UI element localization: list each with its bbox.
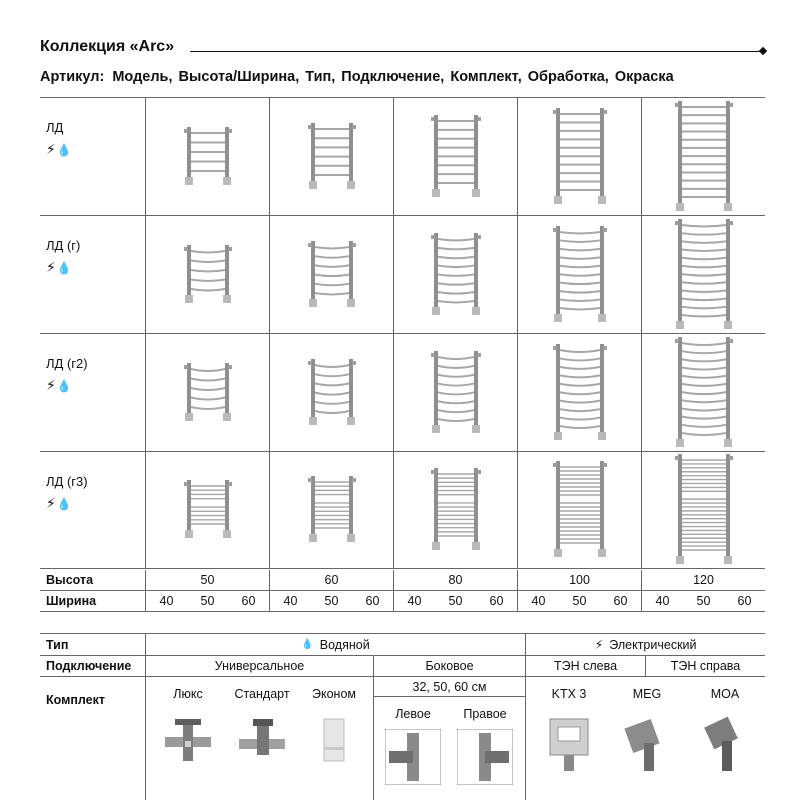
kit-standard-label: Стандарт: [234, 687, 290, 701]
height-label: Высота: [46, 573, 94, 587]
valve-standard-image: [239, 717, 285, 763]
radiator-image: [183, 243, 233, 307]
radiator-cell: [145, 98, 269, 215]
article-line: [40, 69, 762, 85]
radiator-image: [674, 335, 734, 451]
model-name: ЛД (г3): [46, 474, 88, 489]
width-group: [641, 591, 765, 611]
width-value: 40: [655, 594, 670, 608]
model-name: ЛД: [46, 120, 64, 135]
power-water-icon: ⚡💧: [46, 259, 73, 275]
power-water-icon: ⚡💧: [46, 377, 73, 393]
model-row: [40, 451, 765, 569]
model-row: [40, 97, 765, 215]
page-title: Коллекция «Arc»: [40, 38, 182, 56]
power-water-icon: ⚡💧: [46, 495, 73, 511]
radiator-cell: [641, 452, 765, 568]
radiator-image: [552, 459, 608, 561]
model-label-cell: [40, 216, 145, 333]
radiator-cell: [269, 98, 393, 215]
radiator-image: [674, 217, 734, 333]
height-value: 120: [641, 570, 765, 590]
model-name: ЛД (г2): [46, 356, 88, 371]
radiator-cell: [145, 334, 269, 451]
heater-ktx-image: [544, 713, 594, 773]
radiator-cell: [641, 98, 765, 215]
radiator-image: [183, 361, 233, 425]
height-value: 80: [393, 570, 517, 590]
height-row: [40, 570, 765, 591]
width-label: Ширина: [46, 594, 97, 608]
lightning-icon: ⚡: [594, 638, 604, 652]
radiator-cell: [517, 334, 641, 451]
radiator-image: [307, 474, 357, 546]
width-group: [269, 591, 393, 611]
side-left-image: [385, 729, 441, 785]
width-value: 60: [365, 594, 380, 608]
sizes-table: [40, 570, 765, 612]
kit-ktx: [534, 687, 604, 776]
kit-meg-label: MEG: [632, 687, 662, 701]
connection-ten-left: ТЭН слева: [525, 656, 645, 676]
article-label: Артикул:: [40, 69, 105, 85]
title-rule: [190, 51, 760, 52]
radiator-cell: [269, 216, 393, 333]
width-value: 50: [696, 594, 711, 608]
kit-electric-cell: [525, 677, 765, 800]
water-drop-icon: 💧: [301, 639, 314, 650]
radiator-image: [430, 231, 482, 319]
radiator-cell: [393, 334, 517, 451]
side-right-image: [457, 729, 513, 785]
radiator-cell: [517, 98, 641, 215]
radiator-cell: [269, 452, 393, 568]
width-value: 60: [737, 594, 752, 608]
width-value: 60: [613, 594, 628, 608]
type-label: Тип: [46, 637, 69, 652]
kit-lux: [152, 687, 224, 766]
kit-standard: [226, 687, 298, 766]
width-value: 50: [572, 594, 587, 608]
radiator-cell: [393, 98, 517, 215]
radiator-image: [430, 466, 482, 554]
width-value: 40: [159, 594, 174, 608]
width-group: [393, 591, 517, 611]
width-value: 50: [448, 594, 463, 608]
connection-universal: Универсальное: [145, 656, 373, 676]
kit-side-right: [452, 707, 518, 788]
kit-left-label: Левое: [395, 707, 431, 721]
radiator-image: [552, 224, 608, 326]
radiator-cell: [517, 452, 641, 568]
model-name: ЛД (г): [46, 238, 81, 253]
kit-econom-label: Эконом: [312, 687, 356, 701]
radiator-image: [307, 357, 357, 429]
width-value: 60: [241, 594, 256, 608]
kit-row: [40, 676, 765, 800]
heater-moa-image: [700, 713, 750, 773]
kit-right-label: Правое: [463, 707, 507, 721]
kit-meg: [612, 687, 682, 776]
radiator-cell: [393, 216, 517, 333]
kit-lux-label: Люкс: [173, 687, 203, 701]
type-water-cell: [145, 634, 525, 655]
kit-side-left: [380, 707, 446, 788]
height-value: 100: [517, 570, 641, 590]
kit-side-sizes: 32, 50, 60 см: [374, 677, 525, 697]
width-value: 40: [531, 594, 546, 608]
valve-econom-image: [314, 717, 354, 763]
radiator-cell: [145, 452, 269, 568]
height-value: 50: [145, 570, 269, 590]
title-row: [40, 38, 766, 60]
width-value: 40: [283, 594, 298, 608]
radiator-image: [430, 349, 482, 437]
radiator-image: [674, 99, 734, 215]
connection-side: Боковое: [373, 656, 525, 676]
radiator-cell: [145, 216, 269, 333]
radiator-image: [552, 106, 608, 208]
article-fields: Модель, Высота/Ширина, Тип, Подключение, Комплект, Обработка, Окраска: [112, 69, 674, 85]
title-rule-end: [759, 47, 767, 55]
connection-ten-right: ТЭН справа: [645, 656, 765, 676]
width-value: 40: [407, 594, 422, 608]
width-value: 50: [200, 594, 215, 608]
radiator-grid: [40, 97, 765, 569]
radiator-cell: [393, 452, 517, 568]
radiator-image: [674, 452, 734, 568]
options-table: [40, 633, 765, 800]
radiator-cell: [517, 216, 641, 333]
height-value: 60: [269, 570, 393, 590]
valve-lux-image: [165, 717, 211, 763]
type-electric: Электрический: [609, 637, 697, 652]
radiator-image: [307, 239, 357, 311]
width-value: 60: [489, 594, 504, 608]
connection-label: Подключение: [46, 659, 132, 673]
radiator-image: [183, 125, 233, 189]
connection-row: [40, 655, 765, 676]
type-row: [40, 633, 765, 655]
radiator-image: [552, 342, 608, 444]
width-value: 50: [324, 594, 339, 608]
kit-econom: [298, 687, 370, 766]
radiator-cell: [269, 334, 393, 451]
type-water: Водяной: [319, 637, 370, 652]
radiator-cell: [641, 216, 765, 333]
kit-moa-label: MOA: [710, 687, 740, 701]
kit-ktx-label: KTX 3: [551, 687, 587, 701]
model-label-cell: [40, 452, 145, 568]
radiator-image: [430, 113, 482, 201]
width-row: [40, 591, 765, 612]
kit-side-cell: [373, 677, 525, 800]
power-water-icon: ⚡💧: [46, 141, 73, 157]
width-group: [517, 591, 641, 611]
width-group: [145, 591, 269, 611]
radiator-image: [307, 121, 357, 193]
kit-label: Комплект: [46, 693, 106, 707]
kit-universal-cell: [145, 677, 373, 800]
model-row: [40, 333, 765, 451]
model-label-cell: [40, 98, 145, 215]
model-label-cell: [40, 334, 145, 451]
heater-meg-image: [622, 713, 672, 773]
model-row: [40, 215, 765, 333]
type-electric-cell: [525, 634, 765, 655]
radiator-cell: [641, 334, 765, 451]
kit-moa: [690, 687, 760, 776]
radiator-image: [183, 478, 233, 542]
